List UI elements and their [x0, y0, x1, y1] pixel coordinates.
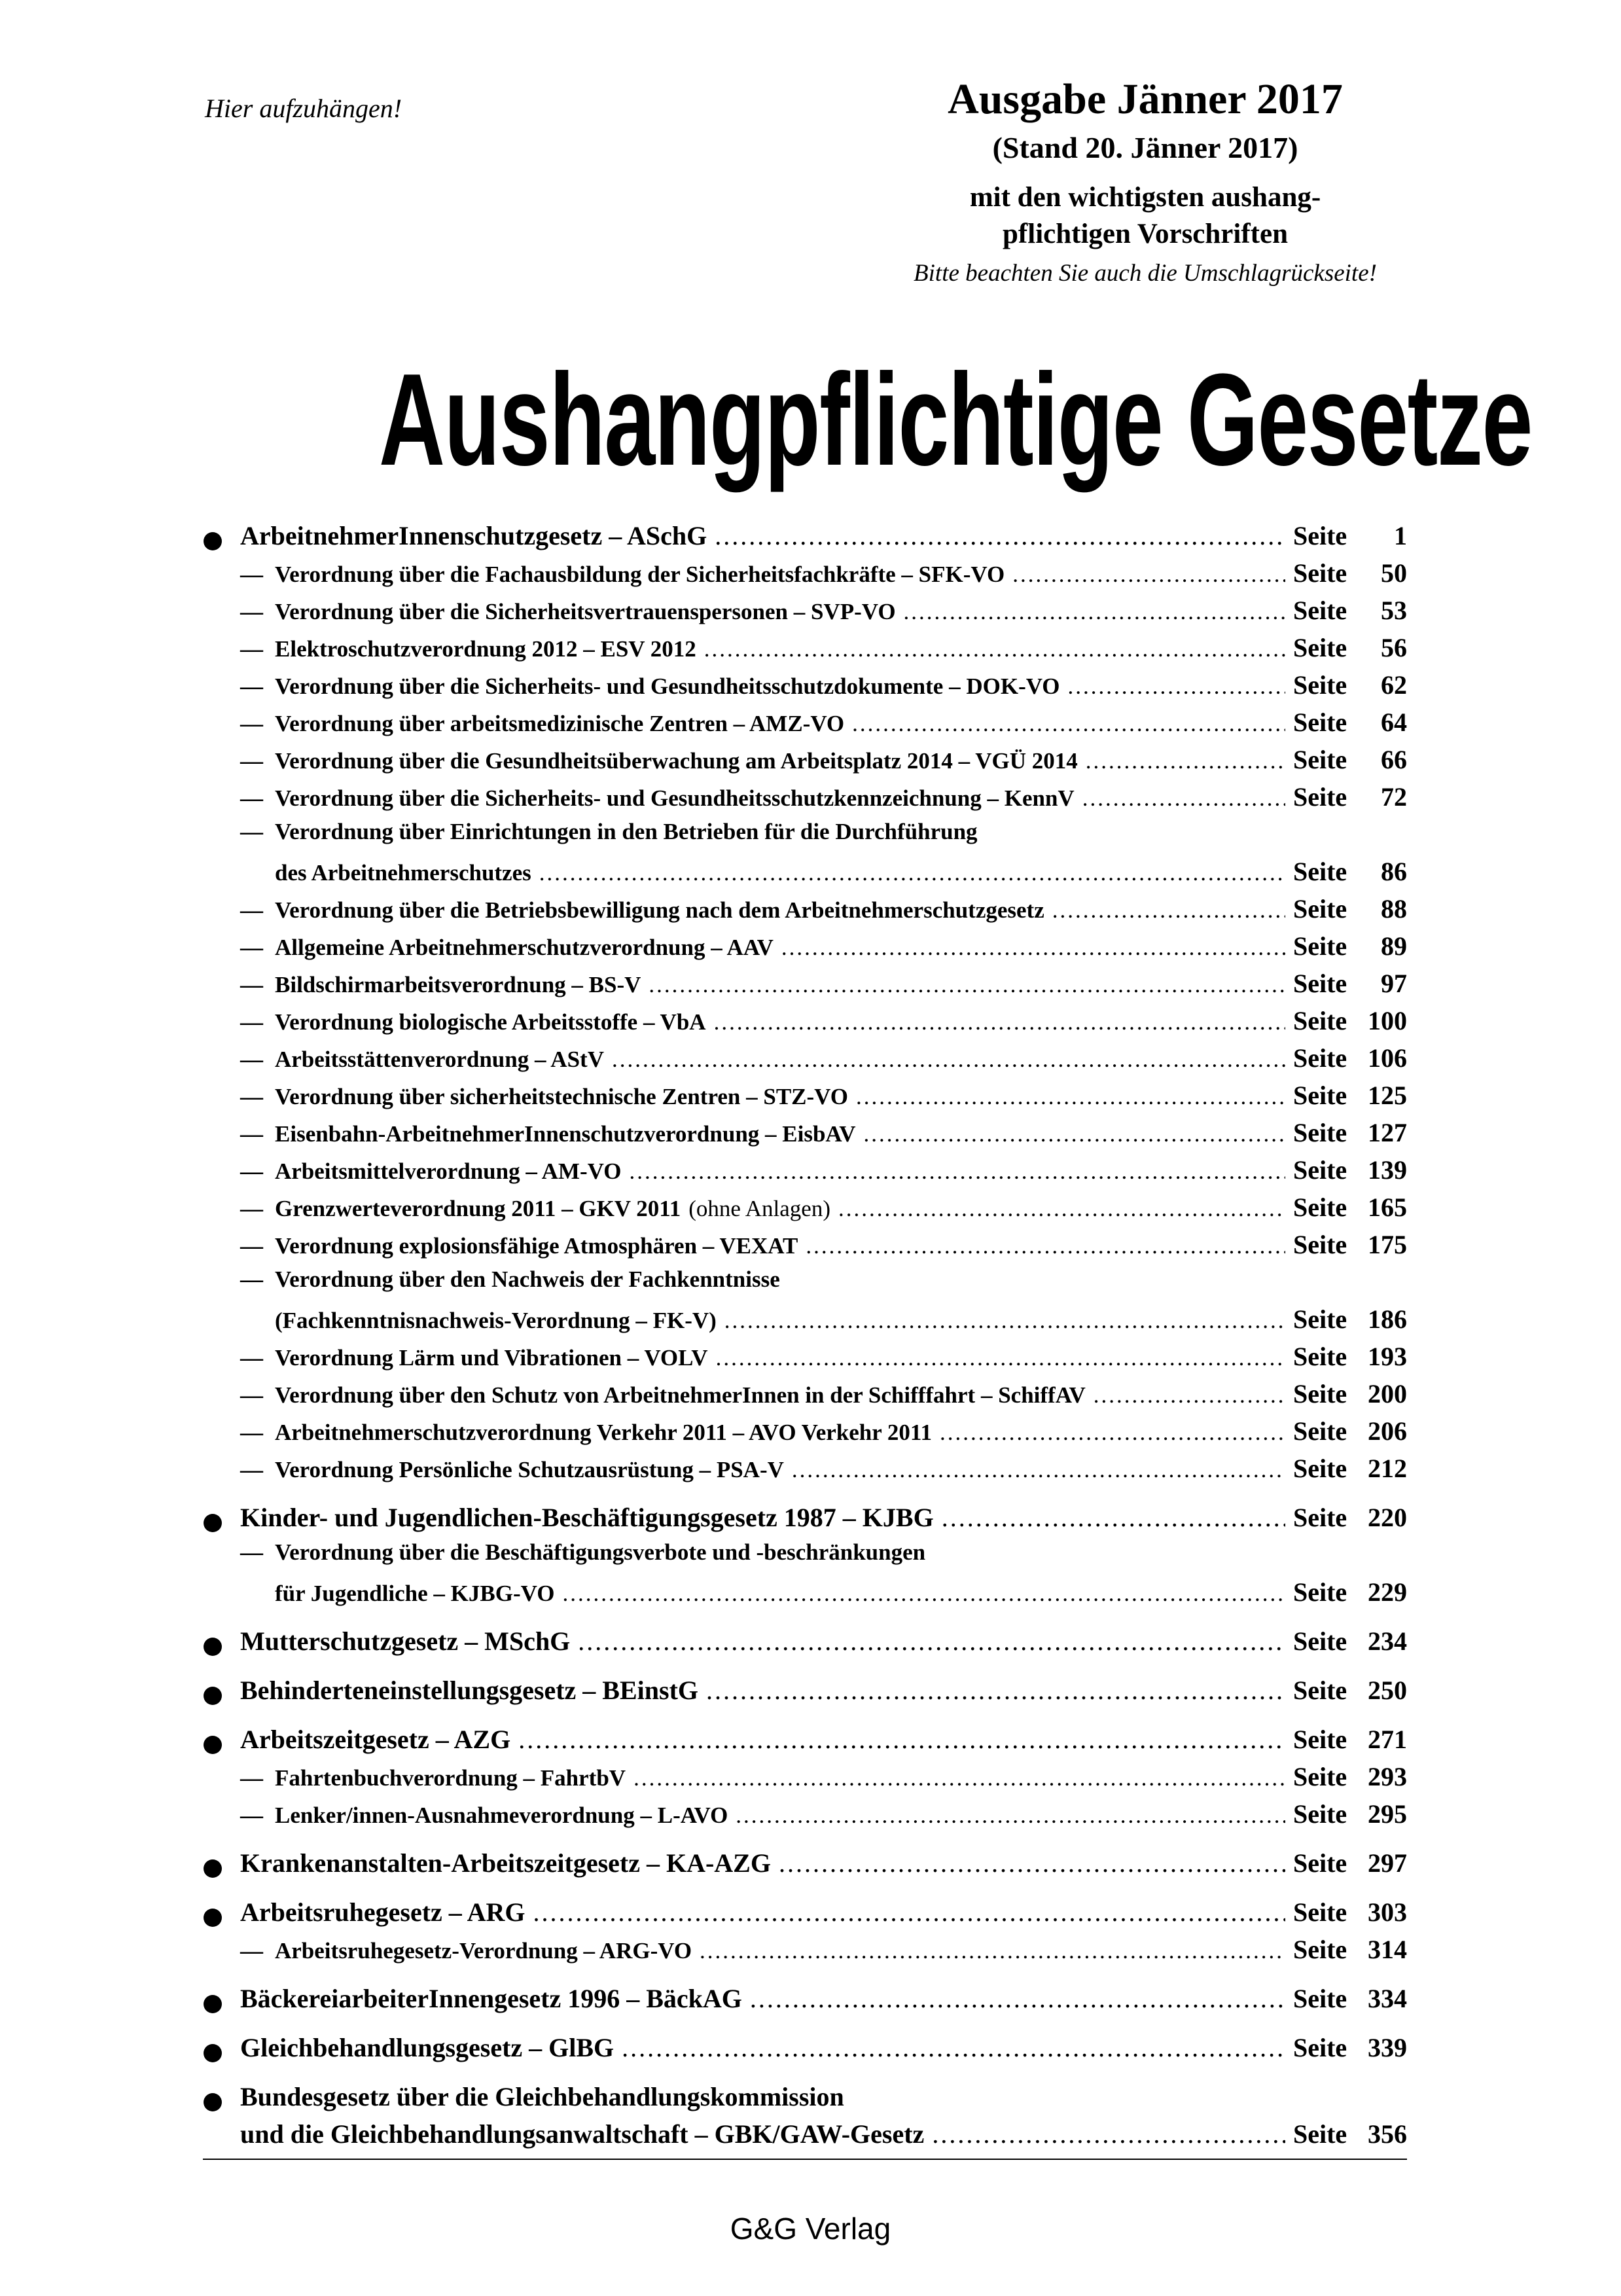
- dot-leader: [779, 1848, 1285, 1878]
- dash-marker: —: [240, 1420, 263, 1445]
- dash-marker: —: [240, 599, 263, 624]
- toc-entry: [200, 1724, 1407, 1761]
- seite-label: Seite: [1293, 1725, 1347, 1754]
- toc-entry-title: Verordnung über den Nachweis der Fachkenntnisse: [275, 1266, 780, 1292]
- toc-subentry: [200, 632, 1407, 670]
- toc-entry-title: Gleichbehandlungsgesetz – GlBG: [240, 2033, 615, 2062]
- dot-leader: [1052, 897, 1285, 924]
- seite-label: Seite: [1293, 745, 1347, 774]
- page-number: 334: [1368, 1984, 1407, 2013]
- page-title: Aushangpflichtige Gesetze: [379, 347, 1532, 493]
- dot-leader: [700, 1938, 1285, 1964]
- dot-leader: [904, 599, 1285, 625]
- bullet-icon: [204, 532, 222, 550]
- dot-leader: [649, 972, 1285, 998]
- dot-leader: [750, 1983, 1285, 2014]
- seite-label: Seite: [1293, 1043, 1347, 1073]
- toc-subentry: [200, 670, 1407, 707]
- dot-leader: [1082, 785, 1285, 812]
- toc-entry: [200, 1626, 1407, 1663]
- dot-leader: [724, 1308, 1285, 1334]
- toc-subentry: [200, 558, 1407, 595]
- dash-marker: —: [240, 897, 263, 923]
- page-number: 165: [1368, 1193, 1407, 1222]
- seite-label: Seite: [1293, 1416, 1347, 1446]
- toc-subentry: [200, 1934, 1407, 1971]
- dot-leader: [1086, 748, 1285, 774]
- seite-label: Seite: [1293, 1503, 1347, 1532]
- seite-label: Seite: [1293, 1454, 1347, 1483]
- toc-entry: [200, 1675, 1407, 1712]
- bullet-icon: [204, 1995, 222, 2013]
- toc-subentry: [200, 781, 1407, 819]
- dot-leader: [736, 1803, 1285, 1829]
- toc-subentry: [200, 1341, 1407, 1378]
- bullet-icon: [204, 1859, 222, 1878]
- toc-subentry: [200, 893, 1407, 931]
- dash-marker: —: [240, 1345, 263, 1371]
- edition-stand: (Stand 20. Jänner 2017): [992, 131, 1298, 164]
- dot-leader: [1068, 673, 1285, 700]
- toc-entry-title: Arbeitsmittelverordnung – AM-VO: [275, 1158, 622, 1184]
- toc-subentry: [200, 744, 1407, 781]
- dot-leader: [806, 1233, 1285, 1259]
- page-number: 339: [1368, 2033, 1407, 2062]
- toc-subentry: [200, 1416, 1407, 1453]
- toc-entry-title-cont: (Fachkenntnisnachweis-Verordnung – FK-V): [275, 1308, 717, 1333]
- toc-entry-title: Eisenbahn-ArbeitnehmerInnenschutzverordnung – EisbAV: [275, 1121, 856, 1147]
- dash-marker: —: [240, 1047, 263, 1072]
- seite-label: Seite: [1293, 1676, 1347, 1705]
- dot-leader: [838, 1196, 1285, 1222]
- seite-label: Seite: [1293, 1081, 1347, 1110]
- page-number: 106: [1368, 1043, 1407, 1073]
- dash-marker: —: [240, 1121, 263, 1147]
- toc-subentry: [200, 1192, 1407, 1229]
- seite-label: Seite: [1293, 1626, 1347, 1656]
- dash-marker: —: [240, 673, 263, 699]
- toc-entry-title: Verordnung über die Fachausbildung der Sicherheitsfachkräfte – SFK-VO: [275, 562, 1005, 587]
- toc-entry-title: Verordnung über die Sicherheits- und Gesundheitsschutzkennzeichnung – KennV: [275, 785, 1075, 811]
- toc-entry-title: Behinderteneinstellungsgesetz – BEinstG: [240, 1676, 699, 1705]
- toc-entry: [200, 1848, 1407, 1885]
- dot-leader: [706, 1675, 1285, 1706]
- page-number: 139: [1368, 1155, 1407, 1185]
- dot-leader: [940, 1420, 1285, 1446]
- toc-entry-title: Verordnung über die Sicherheits- und Gesundheitsschutzdokumente – DOK-VO: [275, 673, 1060, 699]
- dot-leader: [792, 1457, 1285, 1483]
- toc-subentry: [200, 1043, 1407, 1080]
- dot-leader: [715, 520, 1285, 551]
- toc-entry: [200, 1502, 1407, 1539]
- dash-marker: —: [240, 636, 263, 662]
- toc-entry: [200, 2032, 1407, 2070]
- toc-entry-title: Bildschirmarbeitsverordnung – BS-V: [275, 972, 641, 997]
- page-number: 193: [1368, 1342, 1407, 1371]
- dot-leader: [856, 1084, 1285, 1110]
- toc-subentry: [200, 1799, 1407, 1836]
- seite-label: Seite: [1293, 1193, 1347, 1222]
- seite-label: Seite: [1293, 1984, 1347, 2013]
- table-of-contents: [200, 520, 1407, 2156]
- dash-marker: —: [240, 819, 263, 844]
- dot-leader: [852, 711, 1285, 737]
- dash-marker: —: [240, 1196, 263, 1221]
- toc-entry-title: Verordnung biologische Arbeitsstoffe – VbA: [275, 1009, 706, 1035]
- seite-label: Seite: [1293, 1342, 1347, 1371]
- toc-entry-title: Grenzwerteverordnung 2011 – GKV 2011: [275, 1196, 681, 1221]
- toc-entry-title: Arbeitsruhegesetz – ARG: [240, 1897, 525, 1927]
- bullet-icon: [204, 1514, 222, 1532]
- seite-label: Seite: [1293, 2033, 1347, 2062]
- page-number: 314: [1368, 1935, 1407, 1964]
- dash-marker: —: [240, 1233, 263, 1259]
- toc-subentry: [200, 819, 1407, 856]
- dot-leader: [1012, 562, 1285, 588]
- bullet-icon: [204, 2093, 222, 2111]
- page-number: 212: [1368, 1454, 1407, 1483]
- seite-label: Seite: [1293, 670, 1347, 700]
- seite-label: Seite: [1293, 596, 1347, 625]
- toc-entry-title: Verordnung über die Beschäftigungsverbote und -beschränkungen: [275, 1539, 926, 1565]
- seite-label: Seite: [1293, 1230, 1347, 1259]
- toc-entry-title: Verordnung über die Betriebsbewilligung nach dem Arbeitnehmerschutzgesetz: [275, 897, 1044, 923]
- dash-marker: —: [240, 1803, 263, 1828]
- seite-label: Seite: [1293, 521, 1347, 550]
- page-number: 220: [1368, 1503, 1407, 1532]
- dot-leader: [629, 1158, 1285, 1185]
- page-number: 125: [1368, 1081, 1407, 1110]
- page-number: 72: [1381, 782, 1407, 812]
- dot-leader: [539, 860, 1285, 886]
- seite-label: Seite: [1293, 1935, 1347, 1964]
- toc-subentry: [200, 1229, 1407, 1266]
- dot-leader: [716, 1345, 1285, 1371]
- page-number: 97: [1381, 969, 1407, 998]
- bullet-icon: [204, 1736, 222, 1754]
- toc-entry-title-cont: und die Gleichbehandlungsanwaltschaft – GBK/GAW-Gesetz: [240, 2119, 925, 2149]
- toc-entry-title-cont: des Arbeitnehmerschutzes: [275, 860, 531, 886]
- page-number: 56: [1381, 633, 1407, 662]
- toc-subentry: [200, 1539, 1407, 1577]
- seite-label: Seite: [1293, 931, 1347, 961]
- toc-entry-title: Lenker/innen-Ausnahmeverordnung – L-AVO: [275, 1803, 728, 1828]
- toc-entry-title-cont: für Jugendliche – KJBG-VO: [275, 1581, 555, 1606]
- dot-leader: [704, 636, 1285, 662]
- seite-label: Seite: [1293, 2119, 1347, 2149]
- toc-entry-title: Verordnung über den Schutz von ArbeitnehmerInnen in der Schifffahrt – SchiffAV: [275, 1382, 1086, 1408]
- toc-entry-title: Verordnung Lärm und Vibrationen – VOLV: [275, 1345, 708, 1371]
- dot-leader: [932, 2119, 1285, 2149]
- seite-label: Seite: [1293, 1577, 1347, 1607]
- page-number: 86: [1381, 857, 1407, 886]
- dot-leader: [562, 1581, 1285, 1607]
- toc-subentry: [200, 931, 1407, 968]
- dash-marker: —: [240, 1539, 263, 1565]
- bullet-icon: [204, 1638, 222, 1656]
- toc-entry-title: Bundesgesetz über die Gleichbehandlungskommission: [240, 2082, 844, 2111]
- dot-leader: [518, 1724, 1285, 1755]
- toc-entry-title: Verordnung über die Gesundheitsüberwachung am Arbeitsplatz 2014 – VGÜ 2014: [275, 748, 1078, 774]
- page-number: 200: [1368, 1379, 1407, 1408]
- dot-leader: [612, 1047, 1285, 1073]
- page-number: 89: [1381, 931, 1407, 961]
- toc-subentry: [200, 1080, 1407, 1117]
- dot-leader: [863, 1121, 1285, 1147]
- dash-marker: —: [240, 785, 263, 811]
- page-number: 66: [1381, 745, 1407, 774]
- seite-label: Seite: [1293, 1799, 1347, 1829]
- dot-leader: [942, 1502, 1285, 1533]
- toc-entry-title: Verordnung Persönliche Schutzausrüstung – PSA-V: [275, 1457, 784, 1482]
- page-number: 53: [1381, 596, 1407, 625]
- dot-leader: [1094, 1382, 1285, 1408]
- page-number: 234: [1368, 1626, 1407, 1656]
- edition-subtitle-1: mit den wichtigsten aushang-: [969, 182, 1321, 213]
- page-number: 356: [1368, 2119, 1407, 2149]
- page-number: 186: [1368, 1304, 1407, 1334]
- toc-entry-continuation: [200, 856, 1407, 893]
- seite-label: Seite: [1293, 1762, 1347, 1791]
- seite-label: Seite: [1293, 894, 1347, 924]
- toc-entry-title: Verordnung über arbeitsmedizinische Zentren – AMZ-VO: [275, 711, 845, 736]
- toc-subentry: [200, 707, 1407, 744]
- toc-entry: [200, 1983, 1407, 2020]
- toc-subentry: [200, 1005, 1407, 1043]
- page-number: 64: [1381, 708, 1407, 737]
- page-number: 250: [1368, 1676, 1407, 1705]
- edition-note: Bitte beachten Sie auch die Umschlagrückseite!: [914, 260, 1377, 287]
- page-number: 127: [1368, 1118, 1407, 1147]
- edition-title: Ausgabe Jänner 2017: [948, 75, 1343, 123]
- page-number: 229: [1368, 1577, 1407, 1607]
- page-number: 100: [1368, 1006, 1407, 1035]
- seite-label: Seite: [1293, 782, 1347, 812]
- page-number: 295: [1368, 1799, 1407, 1829]
- publisher: G&G Verlag: [730, 2212, 891, 2246]
- toc-subentry: [200, 1155, 1407, 1192]
- dot-leader: [781, 935, 1285, 961]
- dot-leader: [578, 1626, 1285, 1657]
- hang-note: Hier aufzuhängen!: [205, 94, 402, 123]
- seite-label: Seite: [1293, 1006, 1347, 1035]
- toc-entry-title: Arbeitnehmerschutzverordnung Verkehr 2011 – AVO Verkehr 2011: [275, 1420, 932, 1445]
- seite-label: Seite: [1293, 558, 1347, 588]
- toc-subentry: [200, 968, 1407, 1005]
- dash-marker: —: [240, 972, 263, 997]
- seite-label: Seite: [1293, 1155, 1347, 1185]
- seite-label: Seite: [1293, 1304, 1347, 1334]
- page-number: 293: [1368, 1762, 1407, 1791]
- toc-entry-continuation: [200, 2119, 1407, 2156]
- toc-entry-title: Krankenanstalten-Arbeitszeitgesetz – KA-AZG: [240, 1848, 771, 1878]
- page-number: 271: [1368, 1725, 1407, 1754]
- page-number: 175: [1368, 1230, 1407, 1259]
- toc-entry-title: Fahrtenbuchverordnung – FahrtbV: [275, 1765, 626, 1791]
- seite-label: Seite: [1293, 1897, 1347, 1927]
- dash-marker: —: [240, 1457, 263, 1482]
- toc-subentry: [200, 1761, 1407, 1799]
- toc-entry-title: Verordnung explosionsfähige Atmosphären – VEXAT: [275, 1233, 798, 1259]
- toc-entry-title: Verordnung über Einrichtungen in den Betrieben für die Durchführung: [275, 819, 978, 844]
- dash-marker: —: [240, 935, 263, 960]
- toc-subentry: [200, 595, 1407, 632]
- dash-marker: —: [240, 562, 263, 587]
- seite-label: Seite: [1293, 1118, 1347, 1147]
- bottom-rule: [203, 2159, 1407, 2160]
- seite-label: Seite: [1293, 969, 1347, 998]
- dash-marker: —: [240, 1084, 263, 1109]
- edition-block: [838, 72, 1453, 291]
- toc-entry-title: Allgemeine Arbeitnehmerschutzverordnung – AAV: [275, 935, 774, 960]
- toc-entry-title: Verordnung über die Sicherheitsvertrauenspersonen – SVP-VO: [275, 599, 896, 624]
- seite-label: Seite: [1293, 708, 1347, 737]
- edition-subtitle-2: pflichtigen Vorschriften: [1003, 219, 1288, 249]
- dash-marker: —: [240, 1009, 263, 1035]
- toc-subentry: [200, 1266, 1407, 1304]
- toc-entry-title: BäckereiarbeiterInnengesetz 1996 – BäckAG: [240, 1984, 742, 2013]
- page-number: 1: [1394, 521, 1407, 550]
- toc-entry-title: Arbeitsruhegesetz-Verordnung – ARG-VO: [275, 1938, 692, 1964]
- page-number: 297: [1368, 1848, 1407, 1878]
- dash-marker: —: [240, 1382, 263, 1408]
- seite-label: Seite: [1293, 1379, 1347, 1408]
- bullet-icon: [204, 1909, 222, 1927]
- toc-entry-title: Arbeitsstättenverordnung – AStV: [275, 1047, 604, 1072]
- toc-subentry: [200, 1453, 1407, 1490]
- page-number: 50: [1381, 558, 1407, 588]
- dot-leader: [533, 1897, 1285, 1928]
- dash-marker: —: [240, 1765, 263, 1791]
- dot-leader: [714, 1009, 1285, 1035]
- seite-label: Seite: [1293, 1848, 1347, 1878]
- dash-marker: —: [240, 1266, 263, 1292]
- toc-entry: [200, 2081, 1407, 2119]
- dash-marker: —: [240, 1938, 263, 1964]
- dash-marker: —: [240, 748, 263, 774]
- page-number: 88: [1381, 894, 1407, 924]
- toc-entry-title: ArbeitnehmerInnenschutzgesetz – ASchG: [240, 521, 707, 550]
- toc-entry-title: Arbeitszeitgesetz – AZG: [240, 1725, 511, 1754]
- seite-label: Seite: [1293, 633, 1347, 662]
- dash-marker: —: [240, 711, 263, 736]
- dot-leader: [622, 2032, 1285, 2063]
- seite-label: Seite: [1293, 857, 1347, 886]
- toc-entry: [200, 520, 1407, 558]
- toc-entry-continuation: [200, 1304, 1407, 1341]
- toc-entry-title: Mutterschutzgesetz – MSchG: [240, 1626, 571, 1656]
- toc-entry-title: Verordnung über sicherheitstechnische Zentren – STZ-VO: [275, 1084, 848, 1109]
- toc-subentry: [200, 1117, 1407, 1155]
- page-number: 206: [1368, 1416, 1407, 1446]
- dash-marker: —: [240, 1158, 263, 1184]
- toc-entry-continuation: [200, 1577, 1407, 1614]
- toc-entry: [200, 1897, 1407, 1934]
- toc-subentry: [200, 1378, 1407, 1416]
- page-number: 62: [1381, 670, 1407, 700]
- dot-leader: [633, 1765, 1285, 1791]
- page-number: 303: [1368, 1897, 1407, 1927]
- bullet-icon: [204, 2044, 222, 2062]
- toc-entry-title: Kinder- und Jugendlichen-Beschäftigungsgesetz 1987 – KJBG: [240, 1503, 934, 1532]
- bullet-icon: [204, 1687, 222, 1705]
- toc-entry-title: Elektroschutzverordnung 2012 – ESV 2012: [275, 636, 696, 662]
- toc-entry-note: (ohne Anlagen): [688, 1196, 830, 1221]
